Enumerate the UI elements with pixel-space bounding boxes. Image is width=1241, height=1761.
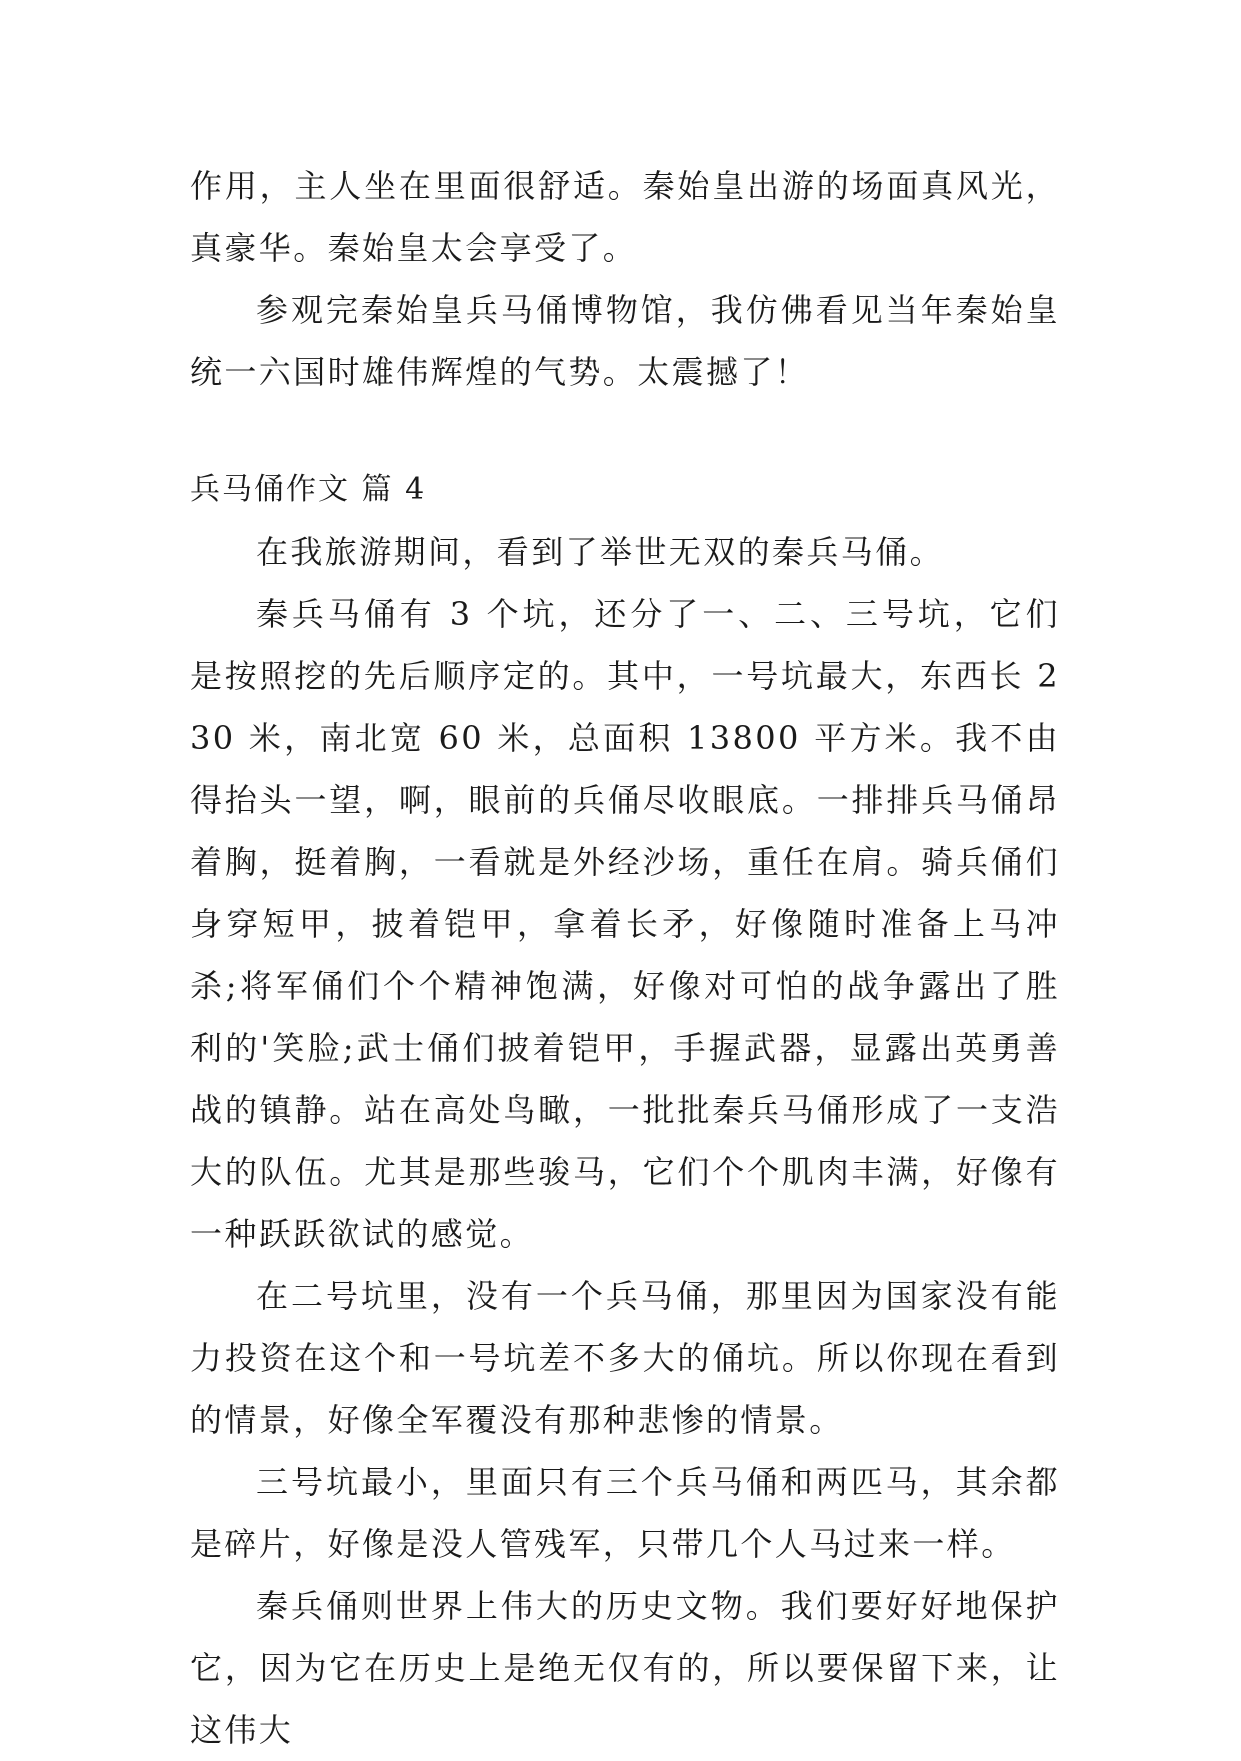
- paragraph: 在二号坑里，没有一个兵马俑，那里因为国家没有能力投资在这个和一号坑差不多大的俑坑。所以你现在看到的情景，好像全军覆没有那种悲惨的情景。: [190, 1277, 1060, 1439]
- paragraph: 在我旅游期间，看到了举世无双的秦兵马俑。: [256, 533, 945, 571]
- paragraph: 参观完秦始皇兵马俑博物馆，我仿佛看见当年秦始皇统一六国时雄伟辉煌的气势。太震撼了！: [190, 291, 1060, 391]
- paragraph: 三号坑最小，里面只有三个兵马俑和两匹马，其余都是碎片，好像是没人管残军，只带几个人马过来一样。: [190, 1463, 1060, 1563]
- paragraph: 秦兵马俑有 3 个坑，还分了一、二、三号坑，它们是按照挖的先后顺序定的。其中，一号坑最大，东西长 230 米，南北宽 60 米，总面积 13800 平方米。我不由得抬头一望，啊，眼前的兵俑尽收眼底。一排排兵马俑昂着胸，挺着胸，一看就是外经沙场，重任在肩。骑兵俑们身穿短甲，披着铠甲，拿着长矛，好像随时准备上马冲杀;将军俑们个个精神饱满，好像对可怕的战争露出了胜利的'笑脸;武士俑们披着铠甲，手握武器，显露出英勇善战的镇静。站在高处鸟瞰，一批批秦兵马俑形成了一支浩大的队伍。尤其是那些骏马，它们个个肌肉丰满，好像有一种跃跃欲试的感觉。: [190, 595, 1060, 1253]
- section-heading: 兵马俑作文 篇 4: [190, 472, 427, 507]
- document-body: [190, 155, 1060, 1761]
- paragraph: 作用，主人坐在里面很舒适。秦始皇出游的场面真风光，真豪华。秦始皇太会享受了。: [190, 167, 1060, 267]
- paragraph: 秦兵俑则世界上伟大的历史文物。我们要好好地保护它，因为它在历史上是绝无仅有的，所以要保留下来，让这伟大: [190, 1587, 1060, 1749]
